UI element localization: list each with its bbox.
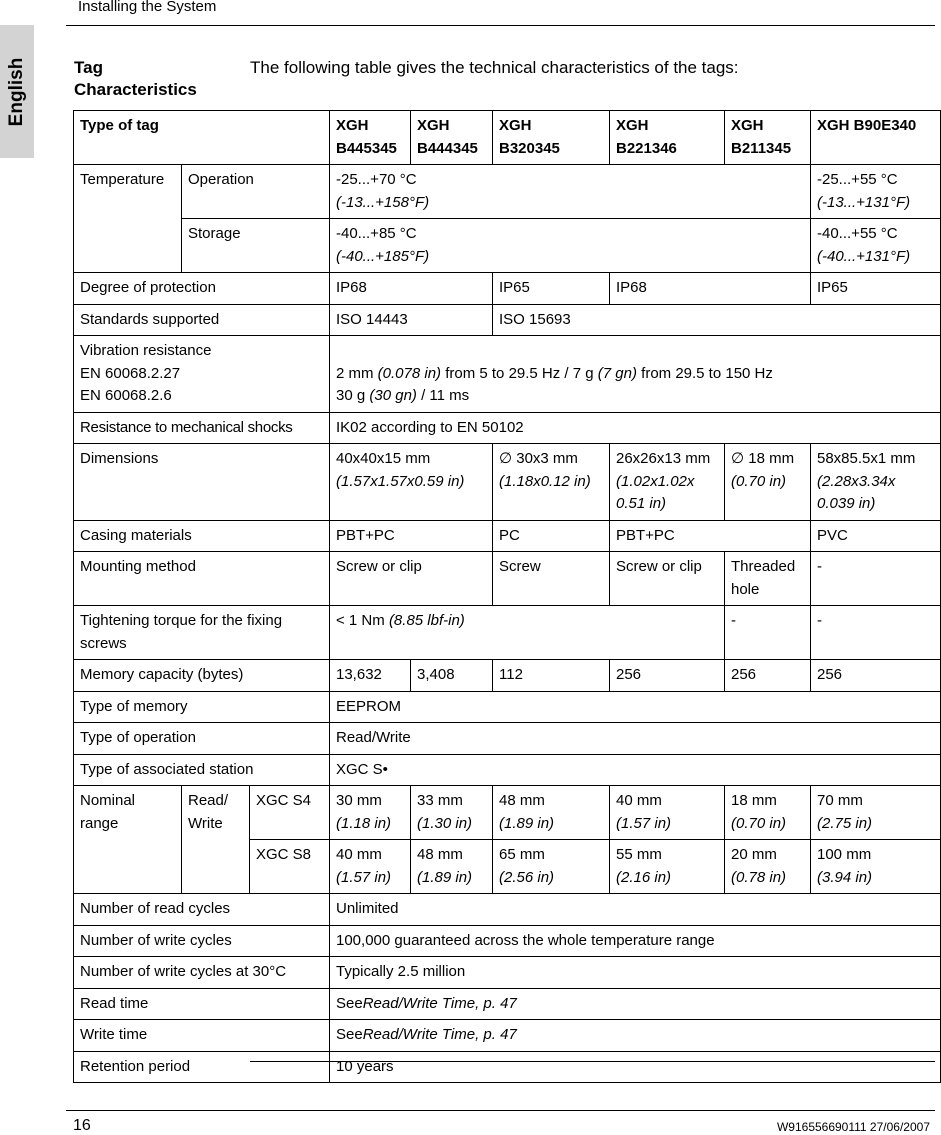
table-cell: 26x26x13 mm (1.02x1.02x 0.51 in) [610,444,725,521]
row-label: Degree of protection [74,273,330,305]
section-end-rule [250,1061,935,1062]
model-header: XGH B221346 [610,111,725,165]
table-cell: -40...+55 °C (-40...+131°F) [811,219,941,273]
table-cell: IP65 [493,273,610,305]
row-label: Tightening torque for the fixing screws [74,606,330,660]
row-label: Nominal range [74,786,182,894]
table-cell: 40 mm (1.57 in) [330,840,411,894]
row-sublabel: Storage [182,219,330,273]
table-row [74,754,941,786]
table-cell: 65 mm (2.56 in) [493,840,610,894]
table-cell: SeeRead/Write Time, p. 47 [330,988,941,1020]
table-row [74,988,941,1020]
table-row [74,552,941,606]
table-cell: 48 mm (1.89 in) [411,840,493,894]
type-of-tag-header: Type of tag [74,111,330,165]
intro-text: The following table gives the technical characteristics of the tags: [250,58,739,77]
table-row [74,691,941,723]
table-cell: 256 [610,660,725,692]
row-sublabel: Operation [182,165,330,219]
table-row [74,957,941,989]
table-row [74,606,941,660]
row-label: Vibration resistance EN 60068.2.27 EN 60068.2.6 [74,336,330,413]
table-cell: Screw or clip [330,552,493,606]
table-cell: Read/Write [330,723,941,755]
table-cell: Screw [493,552,610,606]
table-cell: 30 mm (1.18 in) [330,786,411,840]
table-cell: IP68 [610,273,811,305]
table-row [74,925,941,957]
table-row [74,219,941,273]
row-label: Dimensions [74,444,330,521]
table-row [74,723,941,755]
language-tab-label: English [6,57,27,126]
table-row [74,1051,941,1083]
row-label: Number of write cycles at 30°C [74,957,330,989]
table-cell: ∅ 18 mm (0.70 in) [725,444,811,521]
table-cell: EEPROM [330,691,941,723]
row-sublabel: Read/ Write [182,786,250,894]
language-tab [0,25,34,158]
table-cell: IP65 [811,273,941,305]
row-label: Memory capacity (bytes) [74,660,330,692]
table-row [74,273,941,305]
table-cell: 33 mm (1.30 in) [411,786,493,840]
model-header: XGH B445345 [330,111,411,165]
table-cell: Threaded hole [725,552,811,606]
read-write-time-link[interactable]: Read/Write Time, p. 47 [362,994,517,1012]
table-cell: 3,408 [411,660,493,692]
model-header: XGH B320345 [493,111,610,165]
row-label: Read time [74,988,330,1020]
table-cell: PBT+PC [610,520,811,552]
table-cell: 2 mm (0.078 in) from 5 to 29.5 Hz / 7 g (7 gn) from 29.5 to 150 Hz 30 g (30 gn) / 11 ms [330,336,941,413]
section-title-line1: Tag [74,58,103,77]
row-label: Write time [74,1020,330,1052]
table-cell: Screw or clip [610,552,725,606]
table-row [74,1020,941,1052]
table-cell: 18 mm (0.70 in) [725,786,811,840]
row-label: Type of operation [74,723,330,755]
header-rule [66,25,935,26]
table-cell: 256 [725,660,811,692]
table-cell: PBT+PC [330,520,493,552]
table-row [74,165,941,219]
table-cell: PC [493,520,610,552]
table-row [74,894,941,926]
table-cell: 58x85.5x1 mm (2.28x3.34x 0.039 in) [811,444,941,521]
table-cell: 70 mm (2.75 in) [811,786,941,840]
table-cell: PVC [811,520,941,552]
document-reference: W916556690111 27/06/2007 [776,1120,930,1134]
table-cell: 112 [493,660,610,692]
model-header: XGH B90E340 [811,111,941,165]
table-cell: 40 mm (1.57 in) [610,786,725,840]
table-cell: 40x40x15 mm (1.57x1.57x0.59 in) [330,444,493,521]
row-label: Standards supported [74,304,330,336]
row-label: Mounting method [74,552,330,606]
table-row [74,444,941,521]
row-label: Type of memory [74,691,330,723]
model-header: XGH B211345 [725,111,811,165]
table-header-row [74,111,941,165]
section-title-line2: Characteristics [74,80,197,99]
table-cell: SeeRead/Write Time, p. 47 [330,1020,941,1052]
table-cell: - [725,606,811,660]
running-header: Installing the System [78,0,217,15]
table-cell: Unlimited [330,894,941,926]
table-cell: Typically 2.5 million [330,957,941,989]
row-label: Retention period [74,1051,330,1083]
table-cell: IK02 according to EN 50102 [330,412,941,444]
table-cell: 48 mm (1.89 in) [493,786,610,840]
table-cell: 10 years [330,1051,941,1083]
table-cell: 100 mm (3.94 in) [811,840,941,894]
table-cell: 256 [811,660,941,692]
table-cell: ∅ 30x3 mm (1.18x0.12 in) [493,444,610,521]
row-label: Number of read cycles [74,894,330,926]
table-cell: ISO 14443 [330,304,493,336]
row-sublabel: XGC S4 [250,786,330,840]
table-cell: 100,000 guaranteed across the whole temperature range [330,925,941,957]
page-number: 16 [73,1117,91,1134]
table-cell: 20 mm (0.78 in) [725,840,811,894]
model-header: XGH B444345 [411,111,493,165]
table-cell: ISO 15693 [493,304,941,336]
row-label: Type of associated station [74,754,330,786]
table-cell: XGC S• [330,754,941,786]
table-cell: 13,632 [330,660,411,692]
section-title [74,57,197,101]
table-cell: -25...+70 °C (-13...+158°F) [330,165,811,219]
read-write-time-link[interactable]: Read/Write Time, p. 47 [362,1026,517,1043]
row-label: Temperature [74,165,182,273]
table-cell: < 1 Nm (8.85 lbf-in) [330,606,725,660]
row-label: Casing materials [74,520,330,552]
footer-rule [66,1110,935,1111]
table-cell: 55 mm (2.16 in) [610,840,725,894]
table-row [74,304,941,336]
table-cell: -40...+85 °C (-40...+185°F) [330,219,811,273]
table-row [74,660,941,692]
tag-characteristics-table [73,110,941,1083]
table-row [74,786,941,840]
table-cell: -25...+55 °C (-13...+131°F) [811,165,941,219]
table-row [74,412,941,444]
row-sublabel: XGC S8 [250,840,330,894]
table-row [74,520,941,552]
row-label: Resistance to mechanical shocks [74,412,330,444]
table-cell: IP68 [330,273,493,305]
table-cell: - [811,552,941,606]
table-row [74,336,941,413]
table-cell: - [811,606,941,660]
row-label: Number of write cycles [74,925,330,957]
